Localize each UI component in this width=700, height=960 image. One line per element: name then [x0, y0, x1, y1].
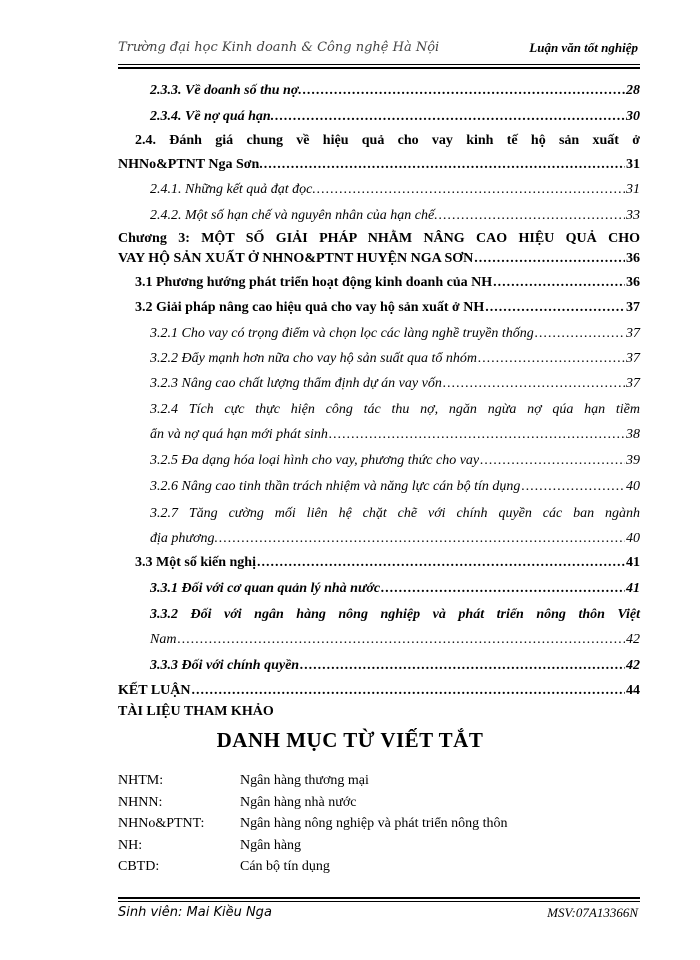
toc-entry: 3.1 Phương hướng phát triển hoạt động kinh doanh của NH ..... 36: [135, 275, 640, 291]
toc-entry-continuation: NHNo&PTNT Nga Sơn. ..... 31: [118, 157, 640, 173]
toc-entry-continuation: VAY HỘ SẢN XUẤT Ở NHNO&PTNT HUYỆN NGA SƠN ..... 36: [118, 251, 640, 267]
abbreviation-term: NHTM:: [118, 773, 164, 788]
toc-entry: 2.4.2. Một số hạn chế và nguyên nhân của hạn chế. ..... 33: [150, 208, 640, 224]
toc-entry: 3.2.5 Đa dạng hóa loại hình cho vay, phương thức cho vay ..... 39: [150, 453, 640, 469]
toc-entry: 3.2.2 Đẩy mạnh hơn nữa cho vay hộ sản suất qua tổ nhóm ..... 37: [150, 351, 640, 367]
abbreviations-title: DANH MỤC TỪ VIẾT TẮT: [216, 728, 484, 752]
abbreviation-definition: Ngân hàng nhà nước: [240, 795, 357, 810]
toc-entry-conclusion: KẾT LUẬN ..... 44: [118, 683, 640, 699]
abbreviation-definition: Cán bộ tín dụng: [240, 859, 330, 874]
toc-entry: 3.2 Giải pháp nâng cao hiệu quả cho vay hộ sản xuất ở NH ..... 37: [135, 300, 640, 316]
toc-entry-multiline: 3.3.2 Đối với ngân hàng nông nghiệp và phát triển nông thôn Việt: [150, 607, 640, 622]
toc-entry: 3.3.3 Đối với chính quyền ..... 42: [150, 658, 640, 674]
toc-entry: 2.3.4. Về nợ quá hạn. ..... 30: [150, 109, 640, 125]
footer-student-id: MSV:07A13366N: [547, 905, 638, 920]
abbreviation-term: NH:: [118, 838, 143, 853]
toc-entry-multiline: 3.2.4 Tích cực thực hiện công tác thu nợ, ngăn ngừa nợ qúa hạn tiềm: [150, 402, 640, 417]
toc-entry-references: TÀI LIỆU THAM KHẢO: [118, 704, 274, 719]
footer-rule: [118, 901, 640, 902]
toc-chapter-heading: Chương 3: MỘT SỐ GIẢI PHÁP NHẰM NÂNG CAO HIỆU QUẢ CHO: [118, 231, 640, 246]
toc-entry: 3.3.1 Đối với cơ quan quản lý nhà nước ..... 41: [150, 581, 640, 597]
abbreviation-definition: Ngân hàng: [240, 838, 302, 853]
abbreviation-term: NHNN:: [118, 795, 163, 810]
toc-entry: 3.2.1 Cho vay có trọng điểm và chọn lọc các làng nghề truyền thống ..... 37: [150, 326, 640, 342]
abbreviation-definition: Ngân hàng thương mại: [240, 773, 369, 788]
toc-entry: 3.2.3 Nâng cao chất lượng thẩm định dự án vay vốn ..... 37: [150, 376, 640, 392]
header-rule: [118, 64, 640, 65]
abbreviation-term: CBTD:: [118, 859, 160, 874]
toc-entry-continuation: Nam ..... 42: [150, 632, 640, 648]
toc-entry: 2.4.1. Những kết quả đạt đọc. ..... 31: [150, 182, 640, 198]
header-rule-thick: [118, 67, 640, 69]
toc-entry-multiline: 2.4. Đánh giá chung về hiệu quả cho vay kinh tế hộ sản xuất ở: [135, 133, 640, 148]
toc-entry: 3.2.6 Nâng cao tinh thần trách nhiệm và năng lực cán bộ tín dụng ..... 40: [150, 479, 640, 495]
toc-entry-multiline: 3.2.7 Tăng cường mối liên hệ chặt chẽ với chính quyền các ban ngành: [150, 506, 640, 521]
footer-student-name: Sinh viên: Mai Kiều Nga: [118, 905, 272, 920]
toc-entry: 3.3 Một số kiến nghị ..... 41: [135, 555, 640, 571]
abbreviation-term: NHNo&PTNT:: [118, 816, 205, 831]
footer-rule-thick: [118, 897, 640, 899]
toc-entry-continuation: ẩn và nợ quá hạn mới phát sinh ..... 38: [150, 427, 640, 443]
abbreviation-definition: Ngân hàng nông nghiệp và phát triển nông thôn: [240, 816, 508, 831]
header-school-name: Trường đại học Kinh doanh & Công nghệ Hà Nội: [118, 40, 440, 55]
header-document-type: Luận văn tốt nghiệp: [529, 40, 638, 55]
toc-entry-continuation: địa phương. ..... 40: [150, 531, 640, 547]
toc-entry: 2.3.3. Về doanh số thu nợ. ..... 28: [150, 83, 640, 99]
